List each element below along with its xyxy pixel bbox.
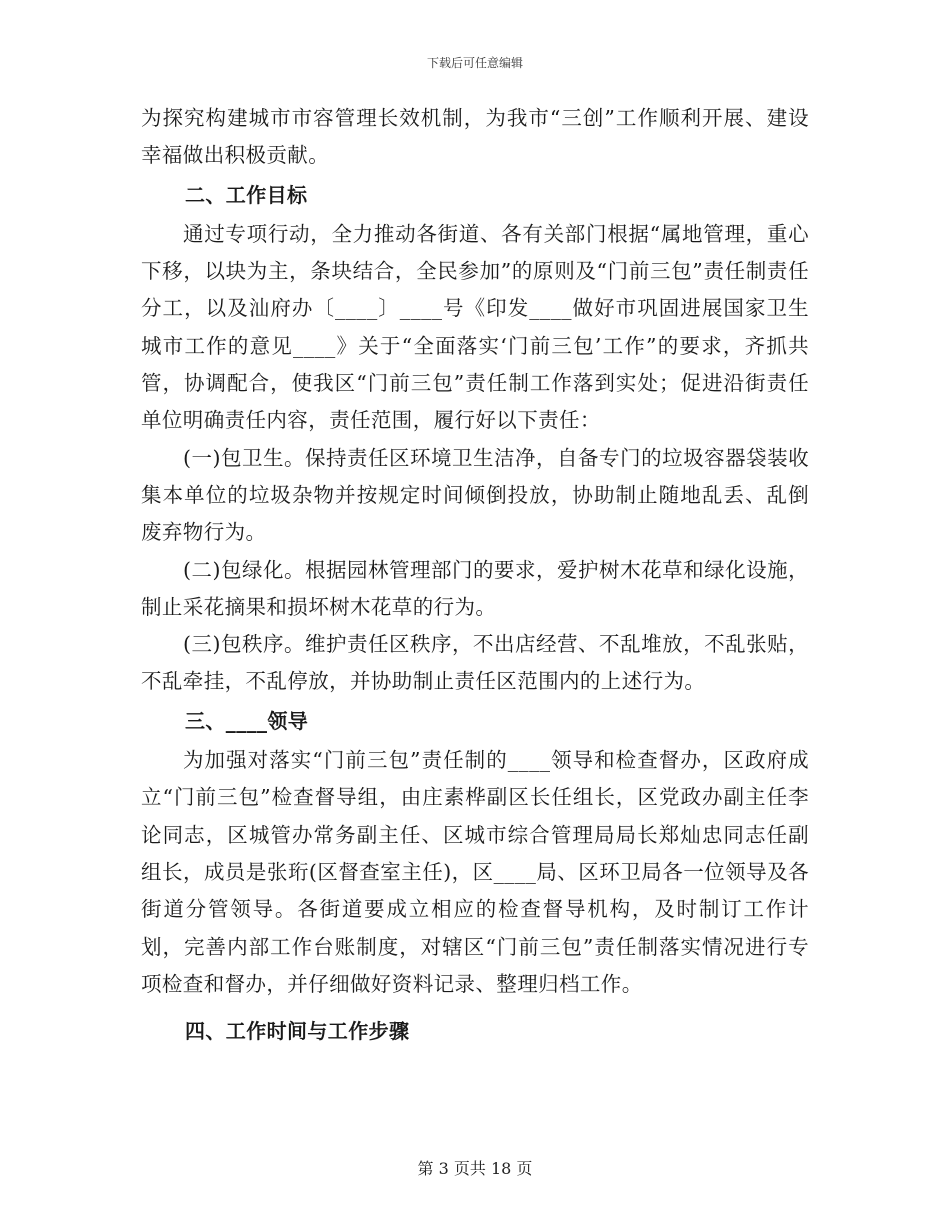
header-note: 下载后可任意编辑	[426, 56, 523, 70]
paragraph-leadership: 为加强对落实“门前三包”责任制的____领导和检查督办，区政府成立“门前三包”检查督导组，由庄素桦副区长任组长，区党政办副主任李论同志，区城管办常务副主任、区城市综合管理局局长郑灿忠同志任副组长，成员是张珩(区督查室主任)，区____局、区环卫局各一位领导及各街道分管领导。各街道要成立相应的检查督导机构，及时制订工作计划，完善内部工作台账制度，对辖区“门前三包”责任制落实情况进行专项检查和督办，并仔细做好资料记录、整理归档工作。	[141, 748, 809, 996]
section-heading-schedule: 四、工作时间与工作步骤	[185, 1019, 410, 1044]
paragraph-hygiene: (一)包卫生。保持责任区环境卫生洁净，自备专门的垃圾容器袋装收集本单位的垃圾杂物并按规定时间倾倒投放，协助制止随地乱丢、乱倒废弃物行为。	[141, 445, 809, 545]
section-heading-goals: 二、工作目标	[185, 182, 308, 207]
page-number: 第 3 页共 18 页	[417, 1159, 533, 1178]
paragraph-goals: 通过专项行动，全力推动各街道、各有关部门根据“属地管理，重心下移，以块为主，条块结合，全民参加”的原则及“门前三包”责任制责任分工，以及汕府办〔____〕____号《印发____做好市巩固进展国家卫生城市工作的意见____》关于“全面落实‘门前三包’工作”的要求，齐抓共管，协调配合，使我区“门前三包”责任制工作落到实处；促进沿街责任单位明确责任内容，责任范围，履行好以下责任：	[141, 221, 809, 433]
paragraph-greening: (二)包绿化。根据园林管理部门的要求，爱护树木花草和绿化设施，制止采花摘果和损坏树木花草的行为。	[141, 557, 809, 619]
document-body	[141, 100, 809, 1052]
section-heading-leadership: 三、____领导	[185, 708, 309, 733]
paragraph-order: (三)包秩序。维护责任区秩序，不出店经营、不乱堆放，不乱张贴，不乱牵挂，不乱停放，并协助制止责任区范围内的上述行为。	[141, 632, 809, 694]
paragraph-intro-continued: 为探究构建城市市容管理长效机制，为我市“三创”工作顺利开展、建设幸福做出积极贡献。	[141, 106, 809, 168]
